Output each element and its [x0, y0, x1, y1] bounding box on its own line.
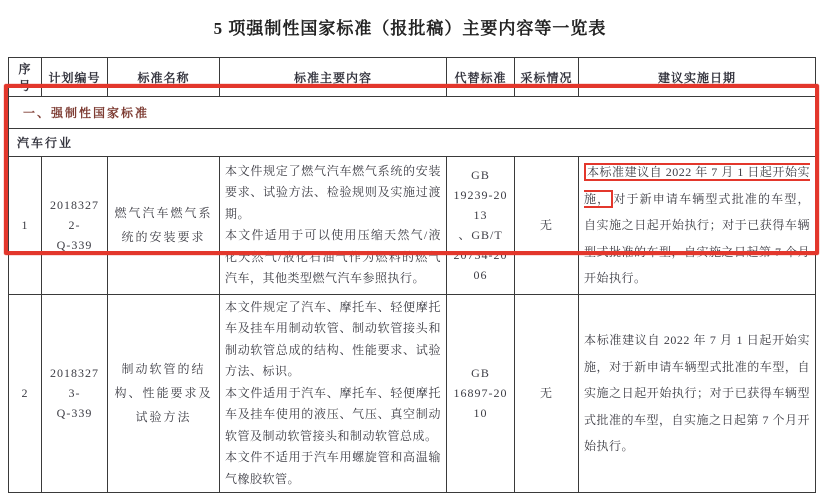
cell-content: [220, 294, 447, 493]
cell-seq: 2: [9, 294, 42, 493]
content-paragraph: 本文件适用于汽车、摩托车、轻便摩托车及挂车使用的液压、气压、真空制动软管及制动软管接头和制动软管总成。: [225, 385, 441, 443]
cell-seq: 1: [9, 157, 42, 295]
cell-replaced: [447, 157, 515, 295]
section-title: 一、强制性国家标准: [9, 97, 816, 129]
cell-name: 燃气汽车燃气系统的安装要求: [108, 157, 220, 295]
col-header-adoption: 采标情况: [515, 58, 579, 97]
cell-replaced: [447, 294, 515, 493]
col-header-replaced: 代替标准: [447, 58, 515, 97]
replaced-line: 、GB/T: [458, 228, 503, 243]
content-paragraph: 本文件规定了汽车、摩托车、轻便摩托车及挂车用制动软管、制动软管接头和制动软管总成的结构、性能要求、试验方法、标识。: [225, 299, 441, 378]
cell-plan: [42, 294, 108, 493]
header-row: [9, 58, 816, 97]
col-header-name: 标准名称: [108, 58, 220, 97]
col-header-date: 建议实施日期: [579, 58, 816, 97]
col-header-seq: 序号: [9, 58, 42, 97]
content-paragraph: 本文件不适用于汽车用螺旋管和高温输气橡胶软管。: [225, 450, 441, 486]
page-title: 5 项强制性国家标准（报批稿）主要内容等一览表: [213, 19, 607, 38]
date-text: 对于新申请车辆型式批准的车型，自实施之日起开始执行；对于已获得车辆型式批准的车型，自实施之日起第 7 个月开始执行。: [584, 191, 811, 285]
content-paragraph: 本文件规定了燃气汽车燃气系统的安装要求、试验方法、检验规则及实施过渡期。: [225, 163, 441, 221]
replaced-line: GB: [471, 366, 490, 381]
col-header-plan: 计划编号: [42, 58, 108, 97]
industry-label: 汽车行业: [9, 129, 816, 157]
plan-line: Q-339: [56, 406, 93, 421]
cell-adoption: 无: [515, 294, 579, 493]
content-paragraph: 本文件适用于可以使用压缩天然气/液化天然气/液化石油气作为燃料的燃气汽车，其他类型燃气汽车参照执行。: [225, 228, 441, 286]
plan-line: 20183273-: [50, 366, 99, 401]
table-row: [9, 294, 816, 493]
plan-line: 20183272-: [50, 198, 99, 233]
replaced-line: 19239-2013: [453, 188, 508, 223]
industry-row: [9, 129, 816, 157]
cell-adoption: 无: [515, 157, 579, 295]
cell-name: 制动软管的结构、性能要求及试验方法: [108, 294, 220, 493]
replaced-line: GB: [471, 168, 490, 183]
replaced-line: 20734-2006: [453, 248, 508, 283]
standards-table: [8, 57, 816, 493]
highlighted-date-text: 本标准建议自 2022 年 7 月 1 日起开始实施，: [584, 165, 810, 206]
cell-plan: [42, 157, 108, 295]
plan-line: Q-339: [56, 238, 93, 253]
col-header-content: 标准主要内容: [220, 58, 447, 97]
replaced-line: 16897-2010: [453, 386, 508, 421]
date-text: 本标准建议自 2022 年 7 月 1 日起开始实施，对于新申请车辆型式批准的车型，自实施之日起开始执行；对于已获得车辆型式批准的车型，自实施之日起第 7 个月开始执行。: [584, 333, 811, 453]
cell-content: [220, 157, 447, 295]
cell-date: [579, 157, 816, 295]
cell-date: [579, 294, 816, 493]
table-row: [9, 157, 816, 295]
section-row: [9, 97, 816, 129]
